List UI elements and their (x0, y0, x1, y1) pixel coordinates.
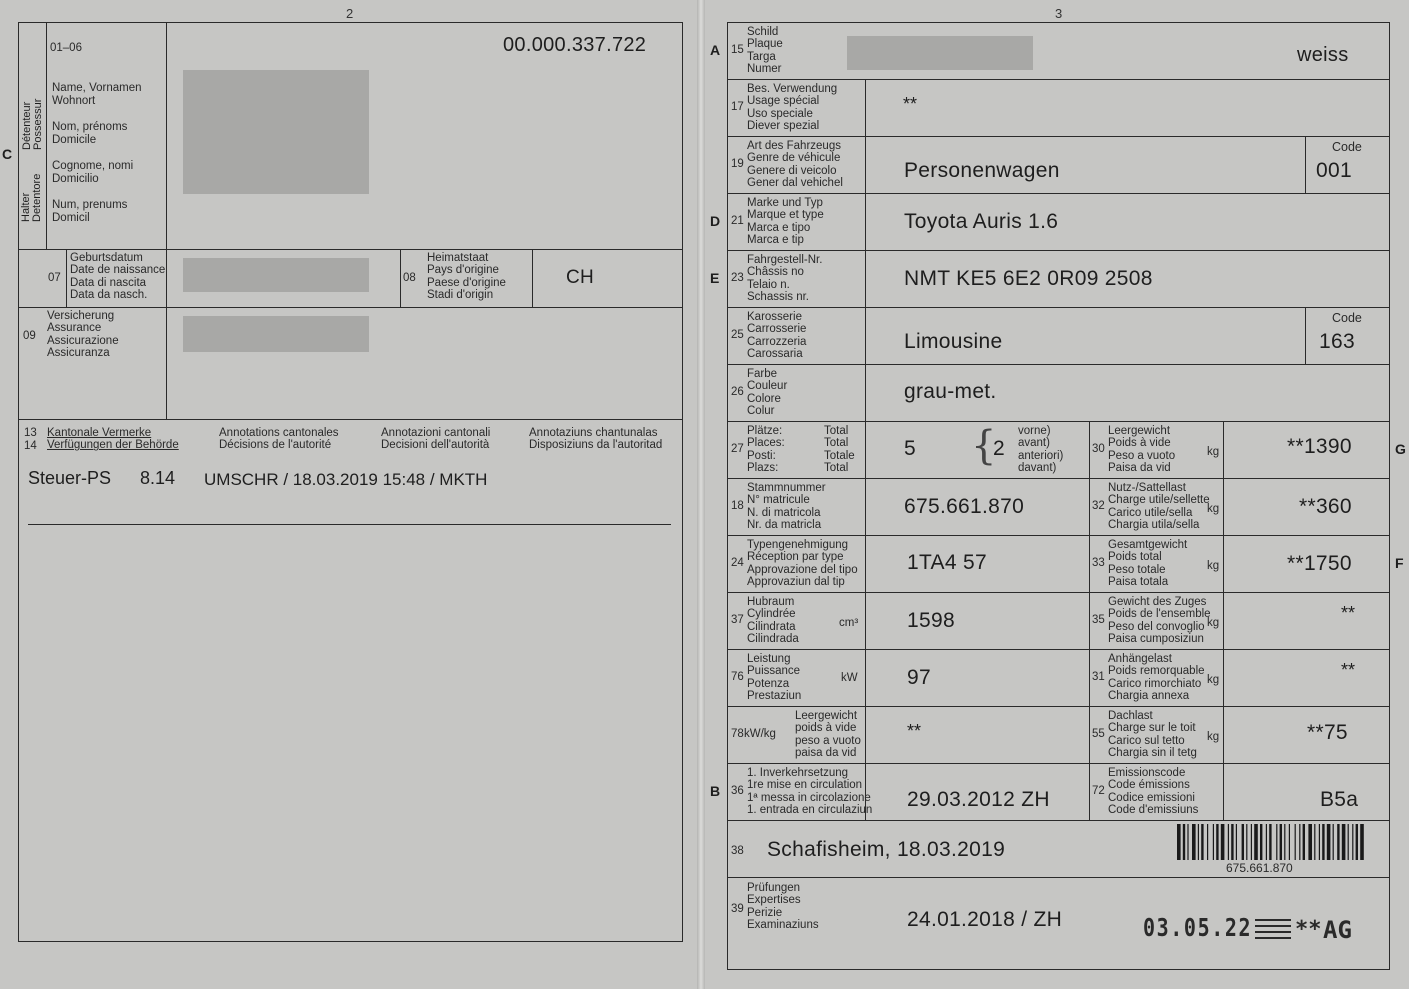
field-number-07: 07 (48, 272, 61, 284)
field-number-32: 32 (1092, 500, 1105, 512)
field-number-78: 78 (731, 728, 744, 740)
svg-text:**: ** (1295, 917, 1322, 942)
seats-labels: Plätze: Places: Posti: Plazs: (747, 425, 785, 475)
barcode-bar (1284, 824, 1285, 860)
field-number-72: 72 (1092, 785, 1105, 797)
payload-unit: kg (1207, 503, 1220, 515)
field-number-39: 39 (731, 903, 744, 915)
barcode (1175, 822, 1387, 864)
first-registration-value: 29.03.2012 ZH (907, 788, 1050, 811)
barcode-bar (1266, 824, 1267, 860)
barcode-bar (1289, 824, 1290, 860)
seats-front-labels: vorne) avant) anteriori) davant) (1018, 425, 1064, 475)
vehicle-type-code-label: Code (1332, 140, 1362, 154)
barcode-bar (1216, 824, 1218, 860)
field-number-21: 21 (731, 215, 744, 227)
document-number: 00.000.337.722 (503, 34, 647, 56)
barcode-bar (1337, 824, 1339, 860)
cantonal-notes-rm: Annotaziuns chantunalas Disposiziuns da l'autoritad (529, 427, 663, 452)
barcode-bar (1319, 824, 1320, 860)
barcode-bar (1192, 824, 1196, 860)
barcode-bar (1254, 824, 1258, 860)
total-weight-unit: kg (1207, 560, 1220, 572)
right-page (705, 0, 1409, 989)
barcode-bar (1314, 824, 1315, 860)
tax-hp-label: Steuer-PS (28, 468, 112, 488)
barcode-bar (1303, 824, 1305, 860)
tax-hp-value: 8.14 (140, 468, 176, 488)
insurance-labels: Versicherung Assurance Assicurazione Assicuranza (47, 310, 119, 360)
color-labels: Farbe Couleur Colore Colur (747, 368, 788, 418)
total-weight-value: **1750 (1287, 552, 1352, 575)
barcode-bar (1213, 824, 1214, 860)
barcode-bar (1177, 824, 1181, 860)
issue-place-date: Schafisheim, 18.03.2019 (767, 838, 1006, 861)
inspection-stamp-date: 03.05.22 (1143, 913, 1253, 942)
redacted-birth-date (183, 258, 369, 292)
barcode-bar (1221, 824, 1225, 860)
barcode-bar (1236, 824, 1237, 860)
roof-load-labels: Dachlast Charge sur le toit Carico sul tetto Chargia sin il tetg (1108, 710, 1197, 760)
barcode-bar (1356, 824, 1358, 860)
barcode-bar (1207, 824, 1208, 860)
plate-color-value: weiss (1297, 44, 1349, 66)
power-value: 97 (907, 666, 931, 689)
field-number-76: 76 (731, 671, 744, 683)
vehicle-type-labels: Art des Fahrzeugs Genre de véhicule Genere di veicolo Gener dal vehichel (747, 140, 843, 190)
cantonal-notes-de: Kantonale Vermerke Verfügungen der Behörde (47, 427, 179, 452)
field-number-23: 23 (731, 272, 744, 284)
origin-labels: Heimatstaat Pays d'origine Paese d'origine Stadi d'origin (427, 252, 506, 302)
train-weight-labels: Gewicht des Zuges Poids de l'ensemble Peso del convoglio Paisa cumposiziun (1108, 596, 1211, 646)
field-number-26: 26 (731, 386, 744, 398)
body-code-label: Code (1332, 311, 1362, 325)
field-number-27: 27 (731, 443, 744, 455)
section-letter-a: A (710, 42, 721, 58)
barcode-number: 675.661.870 (1226, 861, 1293, 875)
train-weight-value: ** (1341, 603, 1356, 623)
page-number-right: 3 (1055, 6, 1063, 21)
trailer-load-unit: kg (1207, 674, 1220, 686)
field-number-19: 19 (731, 158, 744, 170)
inspection-value: 24.01.2018 / ZH (907, 908, 1063, 931)
svg-text:AG: AG (1323, 916, 1352, 942)
section-letter-d: D (710, 213, 721, 229)
field-number-30: 30 (1092, 443, 1105, 455)
barcode-bar (1260, 824, 1262, 860)
type-approval-labels: Typengenehmigung Réception par type Approvazione del tipo Approvaziun dal tip (747, 539, 858, 589)
holder-code-range: 01–06 (50, 42, 82, 54)
power-weight-sublabels: Leergewicht poids à vide peso a vuoto paisa da vid (795, 710, 861, 760)
emission-code-labels: Emissionscode Code émissions Codice emissioni Code d'emissiuns (1108, 767, 1199, 817)
barcode-bar (1201, 824, 1203, 860)
birth-date-labels: Geburtsdatum Date de naissance Data di nascita Data da nasch. (70, 252, 166, 302)
barcode-bar (1246, 824, 1247, 860)
seats-bracket: { (971, 423, 997, 469)
body-code: 163 (1319, 330, 1355, 353)
section-letter-c: C (2, 146, 13, 162)
field-number-24: 24 (731, 557, 744, 569)
trailer-load-labels: Anhängelast Poids remorquable Carico rimorchiato Chargia annexa (1108, 653, 1205, 703)
barcode-bar (1342, 824, 1346, 860)
barcode-bar (1327, 824, 1331, 860)
power-unit: kW (841, 672, 858, 684)
barcode-bar (1352, 824, 1353, 860)
first-registration-labels: 1. Inverkehrsetzung 1re mise en circulation 1ª messa in circolazione 1. entrada en circulaziun (747, 767, 873, 817)
barcode-bar (1228, 824, 1229, 860)
cantonal-notes-fr: Annotations cantonales Décisions de l'autorité (219, 427, 339, 452)
vehicle-type-code: 001 (1316, 159, 1352, 182)
registration-annotation: UMSCHR / 18.03.2019 15:48 / MKTH (204, 470, 488, 489)
barcode-bar (1360, 824, 1364, 860)
roof-load-value: **75 (1307, 721, 1348, 744)
barcode-bar (1348, 824, 1349, 860)
field-number-38: 38 (731, 845, 744, 857)
field-number-31: 31 (1092, 671, 1105, 683)
field-number-33: 33 (1092, 557, 1105, 569)
field-number-25: 25 (731, 329, 744, 341)
body-labels: Karosserie Carrosserie Carrozzeria Carossaria (747, 311, 807, 361)
inspection-stamp-mark (1253, 912, 1363, 942)
holder-vertical-label-fr: Détenteur Possessur (21, 98, 44, 150)
total-weight-labels: Gesamtgewicht Poids total Peso totale Paisa totala (1108, 539, 1188, 589)
holder-labels: Name, Vornamen Wohnort Nom, prénoms Domicile Cognome, nomi Domicilio Num, prenums Domicil (52, 82, 142, 224)
vehicle-type-value: Personenwagen (904, 159, 1060, 182)
field-number-08: 08 (403, 272, 416, 284)
inspection-labels: Prüfungen Expertises Perizie Examinaziuns (747, 882, 819, 932)
redacted-plate-number (847, 36, 1033, 70)
barcode-bar (1231, 824, 1233, 860)
displacement-unit: cm³ (839, 617, 859, 629)
section-letter-g: G (1395, 441, 1406, 457)
special-use-value: ** (903, 94, 918, 114)
field-number-18: 18 (731, 500, 744, 512)
barcode-bar (1187, 824, 1188, 860)
payload-labels: Nutz-/Sattellast Charge utile/sellette Carico utile/sella Chargia utila/sella (1108, 482, 1210, 532)
barcode-bar (1322, 824, 1324, 860)
plate-labels: Schild Plaque Targa Numer (747, 26, 783, 76)
seats-front-value: 2 (993, 437, 1005, 460)
train-weight-unit: kg (1207, 617, 1220, 629)
section-letter-e: E (710, 270, 720, 286)
field-number-55: 55 (1092, 728, 1105, 740)
barcode-bar (1269, 824, 1271, 860)
barcode-bar (1299, 824, 1300, 860)
barcode-bar (1242, 824, 1244, 860)
origin-value: CH (566, 267, 595, 288)
seats-total-labels: Total Total Totale Total (824, 425, 855, 475)
type-approval-value: 1TA4 57 (907, 551, 987, 574)
payload-value: **360 (1299, 495, 1352, 518)
page-fold (697, 0, 705, 989)
empty-weight-labels: Leergewicht Poids à vide Peso a vuoto Paisa da vid (1108, 425, 1176, 475)
chassis-labels: Fahrgestell-Nr. Châssis no Telaio n. Schassis nr. (747, 254, 823, 304)
barcode-bar (1333, 824, 1334, 860)
barcode-bar (1276, 824, 1277, 860)
barcode-bar (1198, 824, 1199, 860)
field-number-09: 09 (23, 330, 36, 342)
field-number-14: 14 (24, 440, 37, 452)
power-weight-label: kW/kg (744, 728, 776, 740)
power-labels: Leistung Puissance Potenza Prestaziun (747, 653, 802, 703)
displacement-labels: Hubraum Cylindrée Cilindrata Cilindrada (747, 596, 799, 646)
empty-weight-unit: kg (1207, 446, 1220, 458)
field-number-37: 37 (731, 614, 744, 626)
roof-load-unit: kg (1207, 731, 1220, 743)
barcode-bar (1280, 824, 1282, 860)
master-number-labels: Stammnummer N° matricule N. di matricola Nr. da matricla (747, 482, 826, 532)
field-number-17: 17 (731, 101, 744, 113)
field-number-35: 35 (1092, 614, 1105, 626)
special-use-labels: Bes. Verwendung Usage spécial Uso speciale Diever spezial (747, 83, 838, 133)
chassis-value: NMT KE5 6E2 0R09 2508 (904, 267, 1153, 290)
trailer-load-value: ** (1341, 660, 1356, 680)
master-number-value: 675.661.870 (904, 495, 1025, 518)
barcode-bar (1183, 824, 1185, 860)
holder-vertical-label-it: Halter Detentore (20, 173, 43, 222)
color-value: grau-met. (904, 380, 997, 403)
field-number-15: 15 (731, 44, 744, 56)
cantonal-notes-it: Annotazioni cantonali Decisioni dell'autorità (381, 427, 491, 452)
left-page (0, 0, 697, 989)
displacement-value: 1598 (907, 609, 955, 632)
redacted-insurance (183, 316, 369, 352)
body-value: Limousine (904, 330, 1003, 353)
emission-code-value: B5a (1320, 788, 1359, 811)
seats-total-value: 5 (904, 437, 916, 460)
empty-weight-value: **1390 (1287, 435, 1352, 458)
barcode-bar (1251, 824, 1252, 860)
section-letter-b: B (710, 783, 721, 799)
field-number-36: 36 (731, 785, 744, 797)
make-model-value: Toyota Auris 1.6 (904, 210, 1059, 233)
barcode-bar (1308, 824, 1312, 860)
power-weight-value: ** (907, 721, 922, 741)
field-number-13: 13 (24, 427, 37, 439)
page-number-left: 2 (346, 6, 354, 21)
redacted-holder-name (183, 70, 369, 194)
section-letter-f: F (1395, 555, 1404, 571)
make-model-labels: Marke und Typ Marque et type Marca e tipo Marca e tip (747, 197, 824, 247)
barcode-bar (1295, 824, 1296, 860)
